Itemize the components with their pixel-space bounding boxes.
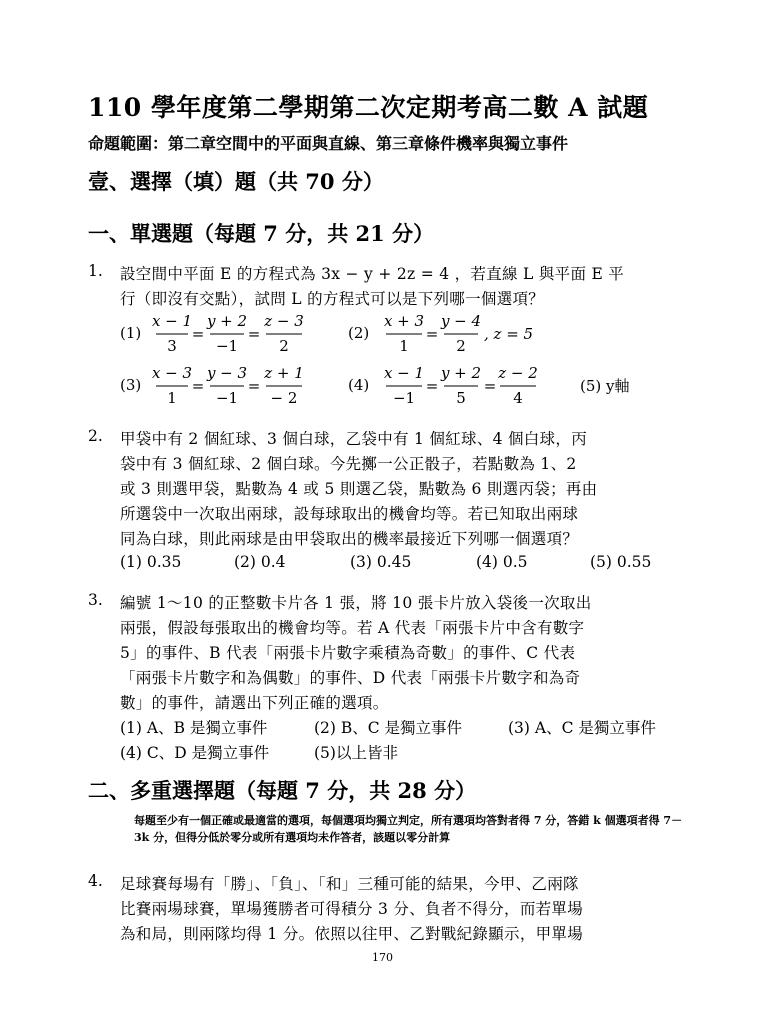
fraction-numerator: x − 3 — [151, 364, 193, 382]
fraction-denominator: 1 — [167, 389, 177, 407]
option: (3) 0.45 — [350, 553, 412, 571]
fraction-denominator: 3 — [167, 337, 177, 355]
question-1-options — [110, 308, 630, 416]
exam-scope: 命題範圍：第二章空間中的平面與直線、第三章條件機率與獨立事件 — [88, 134, 569, 153]
question-text-line: 編號 1～10 的正整數卡片各 1 張，將 10 張卡片放入袋後一次取出 — [120, 594, 592, 612]
option: (1) A、B 是獨立事件 — [120, 719, 268, 737]
question-text-line: 或 3 則選甲袋，點數為 4 或 5 則選乙袋，點數為 6 則選丙袋；再由 — [120, 480, 598, 498]
equals-sign: = — [191, 377, 205, 395]
fraction-numerator: z − 2 — [498, 364, 538, 382]
fraction-denominator: − 2 — [270, 389, 298, 407]
option: (1) 0.35 — [120, 553, 182, 571]
question-text-line: 袋中有 3 個紅球、2 個白球。今先擲一公正骰子，若點數為 1、2 — [120, 455, 577, 473]
fraction-numerator: x − 1 — [151, 312, 193, 330]
exam-title: 110 學年度第二學期第二次定期考高二數 A 試題 — [88, 93, 649, 122]
option: (3) A、C 是獨立事件 — [508, 719, 656, 737]
fraction-numerator: x − 1 — [383, 364, 425, 382]
fraction-numerator: y − 3 — [206, 364, 248, 382]
question-text-line: 比賽兩場球賽，單場獲勝者可得積分 3 分、負者不得分，而若單場 — [120, 900, 584, 918]
option: (4) C、D 是獨立事件 — [120, 744, 270, 762]
equals-sign: = — [425, 325, 439, 343]
question-text-line: 足球賽每場有「勝」、「負」、「和」三種可能的結果，今甲、乙兩隊 — [120, 875, 579, 893]
scoring-note: 每題至少有一個正確或最適當的選項，每個選項均獨立判定，所有選項均答對者得 7 分，答錯 k 個選項者得 7－3k 分，但得分低於零分或所有選項均未作答者，該題以零分計算 — [134, 814, 683, 844]
fraction-denominator: −1 — [392, 389, 416, 407]
fraction-denominator: 1 — [399, 337, 409, 355]
fraction-numerator: y + 2 — [440, 364, 482, 382]
question-text-line: 行（即沒有交點），試問 L 的方程式可以是下列哪一個選項？ — [120, 290, 545, 308]
fraction-denominator: 2 — [279, 337, 289, 355]
fraction-numerator: y + 2 — [206, 312, 248, 330]
question-text-line: 為和局，則兩隊均得 1 分。依照以往甲、乙對戰紀錄顯示，甲單場 — [120, 925, 584, 943]
equals-sign: = — [483, 377, 497, 395]
option: (2) B、C 是獨立事件 — [314, 719, 463, 737]
question-text-line: 所選袋中一次取出兩球，設每球取出的機會均等。若已知取出兩球 — [120, 505, 579, 523]
option: (2) 0.4 — [234, 553, 286, 571]
equals-sign: = — [247, 377, 261, 395]
option-label: (5) y軸 — [580, 377, 630, 395]
question-text-line: 「兩張卡片數字和為偶數」的事件、D 代表「兩張卡片數字和為奇 — [120, 669, 581, 687]
option-tail: , z = 5 — [484, 325, 534, 343]
question-number: 2. — [88, 427, 103, 445]
equals-sign: = — [247, 325, 261, 343]
option-label: (4) — [348, 376, 370, 394]
option: (4) 0.5 — [476, 553, 528, 571]
equals-sign: = — [425, 377, 439, 395]
question-text-line: 設空間中平面 E 的方程式為 3x − y + 2z = 4 ，若直線 L 與平面 E 平 — [120, 265, 625, 283]
question-text-line: 甲袋中有 2 個紅球、3 個白球，乙袋中有 1 個紅球、4 個白球，丙 — [120, 430, 588, 448]
question-number: 1. — [88, 262, 103, 280]
part-heading-multiple-choice: 二、多重選擇題（每題 7 分，共 28 分） — [88, 778, 477, 803]
option: (5)以上皆非 — [314, 744, 398, 762]
fraction-denominator: −1 — [215, 337, 239, 355]
fraction-denominator: 2 — [456, 337, 466, 355]
page-number: 170 — [372, 951, 393, 964]
question-text-line: 5」的事件、B 代表「兩張卡片數字乘積為奇數」的事件、C 代表 — [120, 644, 576, 662]
section-heading: 壹、選擇（填）題（共 70 分） — [88, 169, 384, 194]
question-number: 4. — [88, 872, 103, 890]
option-label: (2) — [348, 324, 370, 342]
equals-sign: = — [191, 325, 205, 343]
question-number: 3. — [88, 591, 103, 609]
option-label: (1) — [120, 324, 142, 342]
fraction-numerator: x + 3 — [383, 312, 425, 330]
fraction-numerator: z + 1 — [264, 364, 304, 382]
fraction-denominator: −1 — [215, 389, 239, 407]
question-text-line: 數」的事件，請選出下列正確的選項。 — [120, 694, 389, 712]
option-label: (3) — [120, 376, 142, 394]
fraction-denominator: 5 — [456, 389, 466, 407]
fraction-numerator: y − 4 — [440, 312, 482, 330]
option: (5) 0.55 — [590, 553, 652, 571]
fraction-denominator: 4 — [513, 389, 523, 407]
fraction-numerator: z − 3 — [264, 312, 304, 330]
part-heading-single-choice: 一、單選題（每題 7 分，共 21 分） — [88, 221, 435, 246]
question-text-line: 兩張，假設每張取出的機會均等。若 A 代表「兩張卡片中含有數字 — [120, 619, 585, 637]
question-text-line: 同為白球，則此兩球是由甲袋取出的機率最接近下列哪一個選項？ — [120, 530, 579, 548]
